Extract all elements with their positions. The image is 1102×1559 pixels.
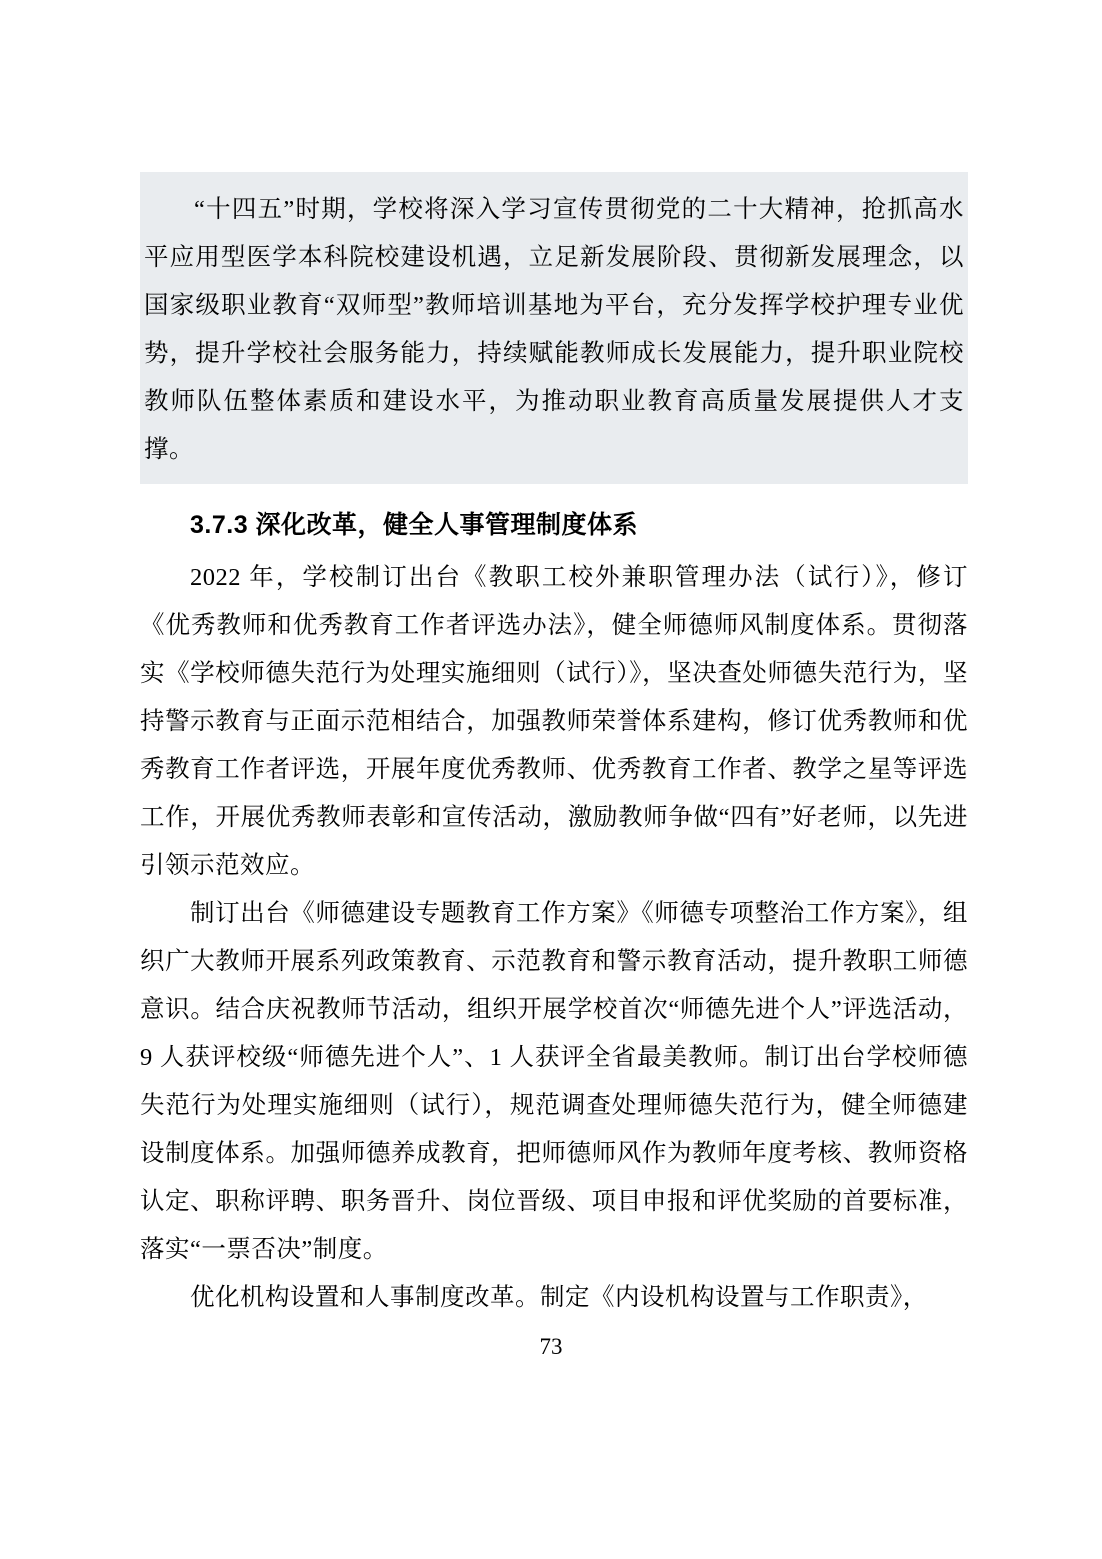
section-heading: 3.7.3 深化改革，健全人事管理制度体系 <box>190 511 639 539</box>
paragraph-3: 优化机构设置和人事制度改革。制定《内设机构设置与工作职责》， <box>190 1284 928 1311</box>
paragraph-2: 制订出台《师德建设专题教育工作方案》《师德专项整治工作方案》，组织广大教师开展系列政策教育、示范教育和警示教育活动，提升教职工师德意识。结合庆祝教师节活动，组织开展学校首次“师德先进个人”评选活动，9 人获评校级“师德先进个人”、1 人获评全省最美教师。制订出台学校师德失范行为处理实施细则（试行），规范调查处理师德失范行为，健全师德建设制度体系。加强师德养成教育，把师德师风作为教师年度考核、教师资格认定、职称评聘、职务晋升、岗位晋级、项目申报和评优奖励的首要标准，落实“一票否决”制度。 <box>140 900 968 1263</box>
paragraph-1: 2022 年，学校制订出台《教职工校外兼职管理办法（试行）》，修订《优秀教师和优秀教育工作者评选办法》，健全师德师风制度体系。贯彻落实《学校师德失范行为处理实施细则（试行）》，坚决查处师德失范行为，坚持警示教育与正面示范相结合，加强教师荣誉体系建构，修订优秀教师和优秀教育工作者评选，开展年度优秀教师、优秀教育工作者、教学之星等评选工作，开展优秀教师表彰和宣传活动，激励教师争做“四有”好老师，以先进引领示范效应。 <box>140 564 968 879</box>
page-number: 73 <box>539 1334 563 1359</box>
page-content <box>140 172 968 1322</box>
highlighted-paragraph: “十四五”时期，学校将深入学习宣传贯彻党的二十大精神，抢抓高水平应用型医学本科院校建设机遇，立足新发展阶段、贯彻新发展理念，以国家级职业教育“双师型”教师培训基地为平台，充分发挥学校护理专业优势，提升学校社会服务能力，持续赋能教师成长发展能力，提升职业院校教师队伍整体素质和建设水平，为推动职业教育高质量发展提供人才支撑。 <box>144 196 964 463</box>
highlighted-paragraph-block <box>140 172 968 484</box>
